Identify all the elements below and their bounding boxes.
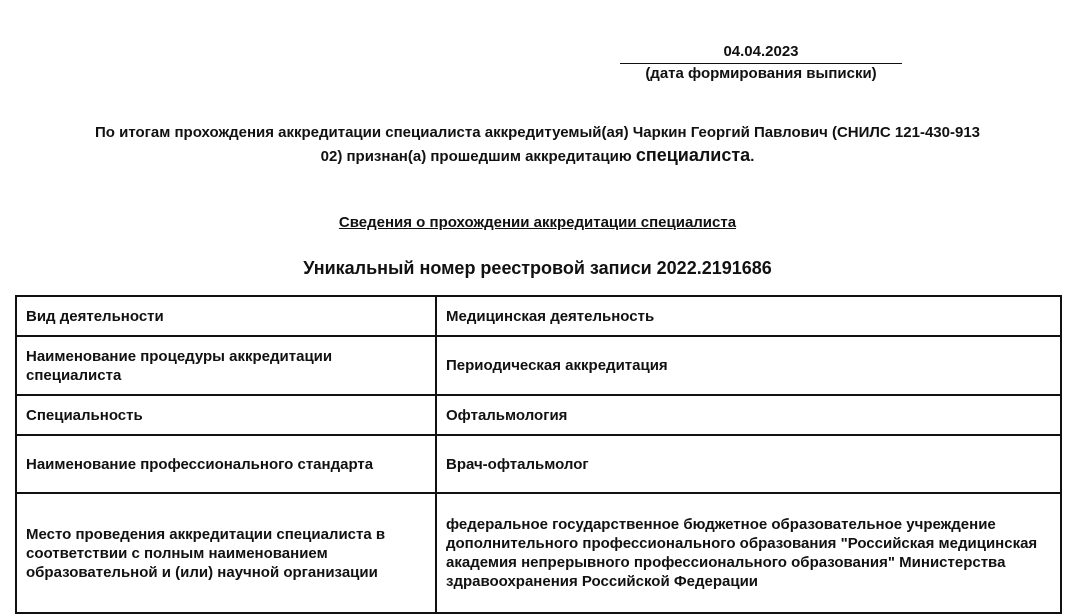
table-row [16,296,1061,336]
row-label-professional-standard: Наименование профессионального стандарта [16,435,436,493]
accreditation-info-table [15,295,1062,614]
registry-number-title: Уникальный номер реестровой записи 2022.2191686 [303,258,772,278]
row-label-specialty: Специальность [16,395,436,435]
row-label-accreditation-place: Место проведения аккредитации специалиста в соответствии с полным наименованием образовательной и (или) научной организации [16,493,436,613]
statement-line-2-emphasis: специалиста [635,145,751,165]
table-row [16,493,1061,613]
statement-line-2-end: . [750,148,755,165]
row-value-accreditation-place: федеральное государственное бюджетное образовательное учреждение дополнительного профессионального образования "Российская медицинская академия непрерывного профессионального образования" Министерства здравоохранения Российской Федерации [436,493,1061,613]
row-value-procedure-name: Периодическая аккредитация [436,336,1061,395]
statement-line-2-start: 02) признан(а) прошедшим аккредитацию [320,148,636,165]
statement-line-2 [0,144,1075,168]
table-row [16,336,1061,395]
row-value-specialty: Офтальмология [436,395,1061,435]
statement-date: 04.04.2023 [620,42,902,64]
statement-date-block [620,42,902,84]
table-row [16,395,1061,435]
row-label-procedure-name: Наименование процедуры аккредитации специалиста [16,336,436,395]
statement-line-1: По итогам прохождения аккредитации специалиста аккредитуемый(ая) Чаркин Георгий Павлович (СНИЛС 121-430-913 [95,124,980,141]
row-label-activity-type: Вид деятельности [16,296,436,336]
section-title: Сведения о прохождении аккредитации специалиста [338,214,737,231]
row-value-professional-standard: Врач-офтальмолог [436,435,1061,493]
row-value-activity-type: Медицинская деятельность [436,296,1061,336]
accreditation-statement [0,122,1075,168]
statement-date-caption: (дата формирования выписки) [645,65,877,82]
table-row [16,435,1061,493]
